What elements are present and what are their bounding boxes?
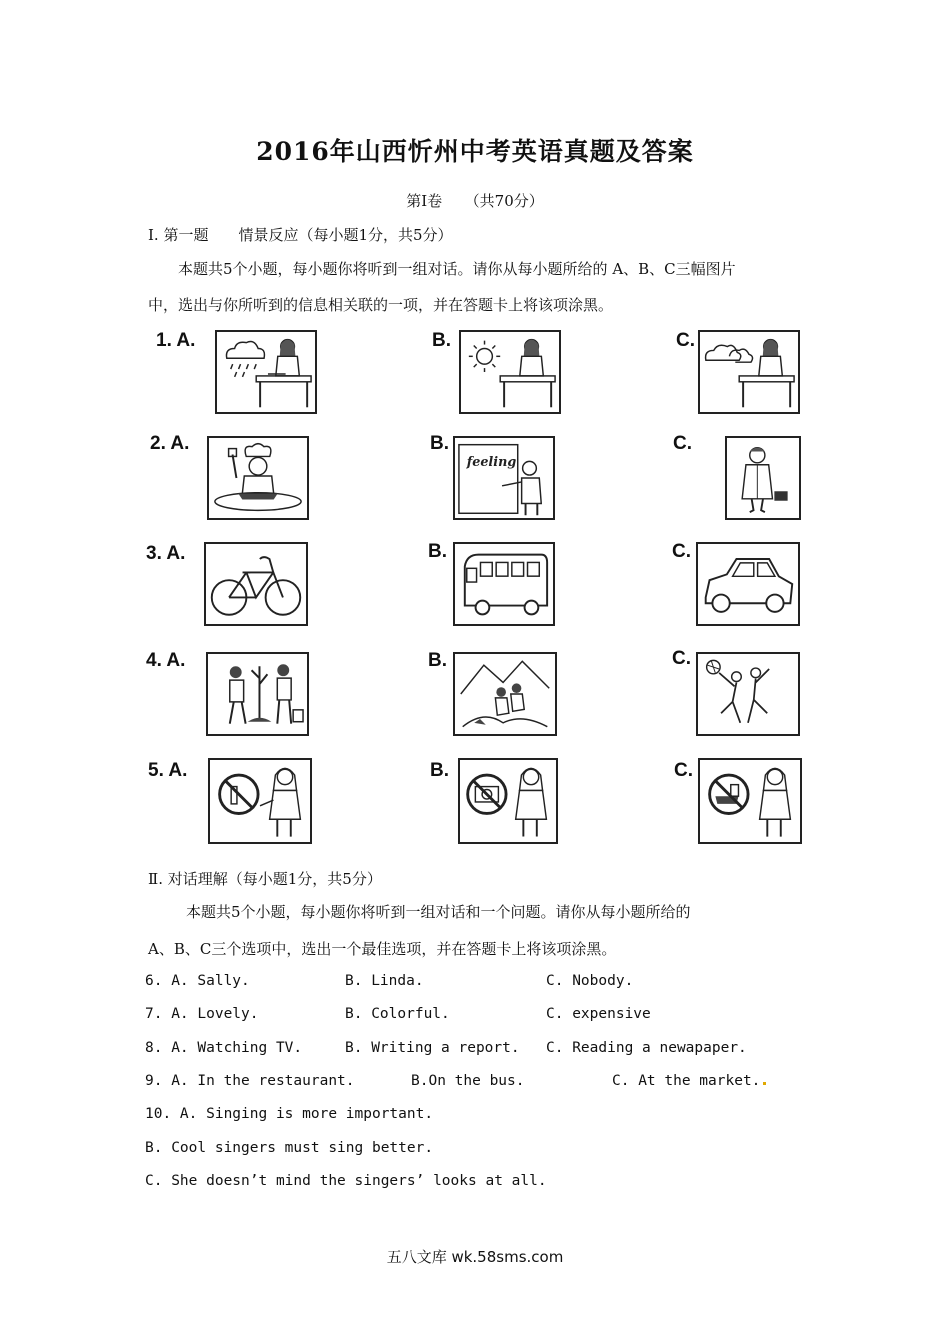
q5-picture-a[interactable]: [208, 758, 312, 844]
section2-heading: Ⅱ. 对话理解（每小题1分，共5分）: [148, 870, 382, 888]
q9-option-c-text: C. At the market.: [612, 1073, 761, 1089]
q4-label-c: C.: [672, 648, 691, 669]
volleyball-players-icon: [698, 654, 798, 734]
q3-label-b: B.: [428, 541, 447, 562]
q1-label-c: C.: [676, 330, 695, 351]
q10-option-a[interactable]: 10. A. Singing is more important.: [145, 1106, 434, 1122]
footer-watermark: 五八文库 wk.58sms.com: [386, 1248, 564, 1266]
q1-label-b: B.: [432, 330, 451, 351]
q2-label-b: B.: [430, 433, 449, 454]
q5-picture-b[interactable]: [458, 758, 558, 844]
board-word: feeling: [466, 455, 517, 471]
q4-picture-c[interactable]: [696, 652, 800, 736]
q8-option-a[interactable]: 8. A. Watching TV.: [145, 1040, 303, 1056]
section2-intro-line2: A、B、C三个选项中，选出一个最佳选项，并在答题卡上将该项涂黑。: [148, 940, 617, 958]
q2-picture-b[interactable]: [453, 436, 555, 520]
q2-label-a: 2. A.: [150, 433, 190, 454]
section1-heading: Ⅰ. 第一题 情景反应（每小题1分，共5分）: [148, 226, 453, 244]
sun-girl-desk-icon: [461, 332, 559, 412]
no-food-sign-icon: [700, 760, 800, 842]
q4-label-b: B.: [428, 650, 447, 671]
q10-option-c[interactable]: C. She doesn’t mind the singers’ looks at all.: [145, 1173, 547, 1189]
q3-picture-c[interactable]: [696, 542, 800, 626]
q4-label-a: 4. A.: [146, 650, 186, 671]
q4-picture-b[interactable]: [453, 652, 557, 736]
no-smoking-sign-icon: [210, 760, 310, 842]
q8-option-c[interactable]: C. Reading a newapaper.: [546, 1040, 747, 1056]
no-photos-sign-icon: [460, 760, 556, 842]
q2-label-c: C.: [673, 433, 692, 454]
q1-label-a: 1. A.: [156, 330, 196, 351]
q2-picture-a[interactable]: [207, 436, 309, 520]
mountain-climbing-icon: [455, 654, 555, 734]
car-icon: [698, 544, 798, 624]
q2-picture-c[interactable]: [725, 436, 801, 520]
planting-trees-icon: [208, 654, 307, 734]
q6-option-a[interactable]: 6. A. Sally.: [145, 973, 250, 989]
q3-picture-a[interactable]: [204, 542, 308, 626]
paper-part-heading: 第Ⅰ卷 （共70分）: [406, 192, 544, 210]
page-title: 2016年山西忻州中考英语真题及答案: [256, 137, 694, 166]
section2-intro-line1: 本题共5个小题，每小题你将听到一组对话和一个问题。请你从每小题所给的: [186, 903, 691, 921]
doctor-icon: [727, 438, 799, 518]
q9-option-c[interactable]: [612, 1073, 766, 1089]
q1-picture-b[interactable]: [459, 330, 561, 414]
q5-label-b: B.: [430, 760, 449, 781]
q3-label-c: C.: [672, 541, 691, 562]
q8-option-b[interactable]: B. Writing a report.: [345, 1040, 520, 1056]
q3-label-a: 3. A.: [146, 543, 186, 564]
rain-girl-desk-icon: [217, 332, 315, 412]
section1-intro-line1: 本题共5个小题，每小题你将听到一组对话。请你从每小题所给的 A、B、C三幅图片: [178, 260, 736, 278]
q5-picture-c[interactable]: [698, 758, 802, 844]
q7-option-b[interactable]: B. Colorful.: [345, 1006, 450, 1022]
q5-label-a: 5. A.: [148, 760, 188, 781]
q4-picture-a[interactable]: [206, 652, 309, 736]
q9-option-a[interactable]: 9. A. In the restaurant.: [145, 1073, 355, 1089]
stray-mark: [763, 1082, 766, 1085]
q5-label-c: C.: [674, 760, 693, 781]
clouds-girl-desk-icon: [700, 332, 798, 412]
q3-picture-b[interactable]: [453, 542, 555, 626]
q7-option-a[interactable]: 7. A. Lovely.: [145, 1006, 259, 1022]
q7-option-c[interactable]: C. expensive: [546, 1006, 651, 1022]
q10-option-b[interactable]: B. Cool singers must sing better.: [145, 1140, 434, 1156]
q9-option-b[interactable]: B.On the bus.: [411, 1073, 525, 1089]
q1-picture-c[interactable]: [698, 330, 800, 414]
q6-option-b[interactable]: B. Linda.: [345, 973, 424, 989]
bicycle-icon: [206, 544, 306, 624]
bus-icon: [455, 544, 553, 624]
section1-intro-line2: 中，选出与你所听到的信息相关联的一项，并在答题卡上将该项涂黑。: [148, 296, 614, 314]
teacher-blackboard-icon: [455, 438, 553, 518]
q6-option-c[interactable]: C. Nobody.: [546, 973, 634, 989]
q1-picture-a[interactable]: [215, 330, 317, 414]
chef-icon: [209, 438, 307, 518]
